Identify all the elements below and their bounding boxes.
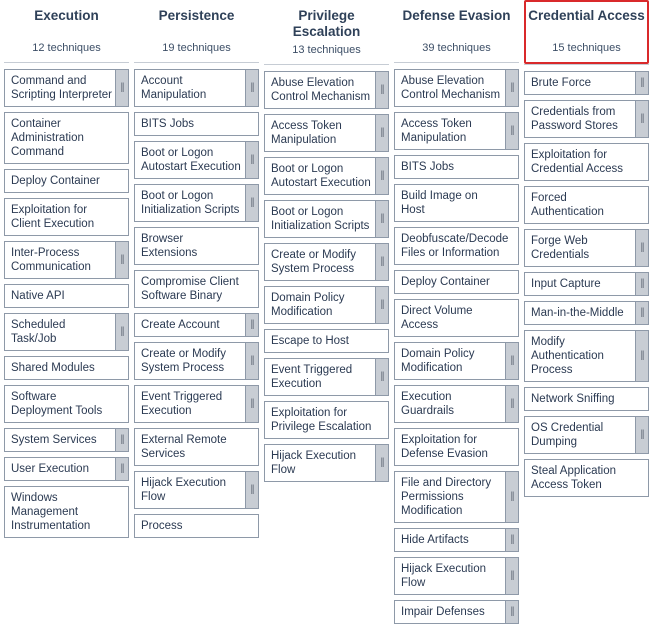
technique-label[interactable]: Escape to Host — [271, 335, 349, 348]
grip-icon: ‖ — [380, 125, 384, 140]
technique-cell[interactable] — [134, 227, 259, 265]
grip-icon: ‖ — [250, 196, 254, 211]
technique-list — [264, 71, 389, 487]
technique-cell[interactable] — [264, 243, 389, 281]
technique-cell[interactable] — [394, 528, 519, 552]
grip-icon: ‖ — [250, 153, 254, 168]
technique-label[interactable]: Access Token Manipulation — [401, 118, 472, 145]
grip-icon: ‖ — [120, 462, 124, 477]
technique-cell[interactable] — [394, 270, 519, 294]
subtechnique-expand-handle[interactable] — [505, 113, 518, 149]
technique-cell[interactable] — [524, 330, 649, 382]
tactic-column — [394, 0, 519, 629]
tactic-technique-count: 19 techniques — [162, 42, 231, 54]
technique-cell[interactable] — [134, 141, 259, 179]
technique-cell[interactable] — [524, 301, 649, 325]
technique-label[interactable]: Deobfuscate/Decode Files or Information — [401, 233, 509, 260]
subtechnique-expand-handle[interactable] — [635, 273, 648, 295]
technique-label[interactable]: Deploy Container — [401, 276, 490, 289]
technique-label[interactable]: Create or Modify System Process — [271, 248, 357, 275]
grip-icon: ‖ — [640, 428, 644, 443]
technique-label[interactable]: Event Triggered Execution — [141, 391, 223, 418]
tactic-column — [524, 0, 649, 502]
technique-cell[interactable] — [524, 100, 649, 138]
technique-cell[interactable] — [4, 241, 129, 279]
technique-cell[interactable] — [524, 272, 649, 296]
tactic-column — [4, 0, 129, 543]
technique-label[interactable]: Account Manipulation — [141, 75, 207, 102]
grip-icon: ‖ — [380, 211, 384, 226]
technique-cell[interactable] — [134, 514, 259, 538]
technique-cell[interactable] — [524, 143, 649, 181]
subtechnique-expand-handle[interactable] — [245, 142, 258, 178]
tactic-technique-count: 12 techniques — [32, 42, 101, 54]
technique-cell[interactable] — [524, 387, 649, 411]
technique-label[interactable]: Hide Artifacts — [401, 534, 469, 547]
grip-icon: ‖ — [380, 298, 384, 313]
technique-cell[interactable] — [4, 112, 129, 164]
technique-cell[interactable] — [394, 184, 519, 222]
grip-icon: ‖ — [250, 483, 254, 498]
subtechnique-expand-handle[interactable] — [505, 529, 518, 551]
tactic-header[interactable] — [394, 0, 519, 62]
column-divider — [4, 62, 129, 63]
tactic-technique-count: 15 techniques — [552, 42, 621, 54]
tactic-title[interactable]: Credential Access — [528, 8, 645, 23]
tactic-technique-count: 13 techniques — [292, 43, 361, 56]
technique-cell[interactable] — [4, 69, 129, 107]
technique-cell[interactable] — [4, 486, 129, 538]
grip-icon: ‖ — [510, 124, 514, 139]
subtechnique-expand-handle[interactable] — [505, 70, 518, 106]
technique-cell[interactable] — [4, 169, 129, 193]
technique-cell[interactable] — [264, 71, 389, 109]
technique-label[interactable]: Native API — [11, 290, 65, 303]
column-divider — [394, 62, 519, 63]
technique-label[interactable]: Domain Policy Modification — [401, 348, 475, 375]
technique-label[interactable]: Abuse Elevation Control Mechanism — [271, 76, 371, 103]
tactic-technique-count: 39 techniques — [422, 42, 491, 54]
technique-label[interactable]: Input Capture — [531, 278, 601, 291]
tactic-header[interactable] — [134, 0, 259, 62]
technique-label[interactable]: Command and Scripting Interpreter — [11, 75, 112, 102]
technique-cell[interactable] — [394, 299, 519, 337]
technique-list — [524, 71, 649, 502]
subtechnique-expand-handle[interactable] — [635, 72, 648, 94]
technique-cell[interactable] — [134, 471, 259, 509]
technique-label[interactable]: Brute Force — [531, 77, 592, 89]
technique-label[interactable]: Deploy Container — [11, 175, 100, 188]
subtechnique-expand-handle[interactable] — [635, 101, 648, 137]
technique-label[interactable]: Forced Authentication — [531, 192, 604, 219]
technique-cell[interactable] — [524, 71, 649, 95]
technique-cell[interactable] — [134, 270, 259, 308]
subtechnique-expand-handle[interactable] — [375, 115, 388, 151]
technique-cell[interactable] — [264, 286, 389, 324]
tactic-header[interactable] — [524, 0, 649, 64]
technique-cell[interactable] — [264, 401, 389, 439]
subtechnique-expand-handle[interactable] — [115, 429, 128, 451]
subtechnique-expand-handle[interactable] — [635, 302, 648, 324]
grip-icon: ‖ — [380, 370, 384, 385]
technique-cell[interactable] — [394, 471, 519, 523]
grip-icon: ‖ — [120, 433, 124, 448]
subtechnique-expand-handle[interactable] — [115, 70, 128, 106]
grip-icon: ‖ — [640, 306, 644, 321]
technique-label[interactable]: Impair Defenses — [401, 606, 485, 619]
grip-icon: ‖ — [510, 354, 514, 369]
technique-label[interactable]: Boot or Logon Initialization Scripts — [271, 205, 370, 232]
technique-label[interactable]: User Execution — [11, 463, 89, 476]
technique-cell[interactable] — [4, 313, 129, 351]
technique-cell[interactable] — [4, 198, 129, 236]
tactic-title[interactable]: Privilege Escalation — [292, 8, 361, 39]
technique-label[interactable]: Create or Modify System Process — [141, 348, 227, 375]
technique-label[interactable]: BITS Jobs — [401, 161, 455, 174]
technique-label[interactable]: Hijack Execution Flow — [401, 563, 487, 590]
grip-icon: ‖ — [380, 168, 384, 183]
technique-cell[interactable] — [394, 69, 519, 107]
technique-label[interactable]: Credentials from Password Stores — [531, 106, 618, 133]
grip-icon: ‖ — [250, 354, 254, 369]
grip-icon: ‖ — [640, 76, 644, 90]
technique-label[interactable]: Event Triggered Execution — [271, 364, 353, 391]
technique-cell[interactable] — [524, 459, 649, 497]
subtechnique-expand-handle[interactable] — [245, 314, 258, 336]
technique-cell[interactable] — [4, 457, 129, 481]
grip-icon: ‖ — [120, 325, 124, 340]
column-divider — [134, 62, 259, 63]
subtechnique-expand-handle[interactable] — [505, 386, 518, 422]
tactic-title[interactable]: Defense Evasion — [402, 8, 511, 23]
column-divider — [264, 64, 389, 65]
technique-label[interactable]: Abuse Elevation Control Mechanism — [401, 75, 501, 102]
technique-cell[interactable] — [264, 157, 389, 195]
technique-label[interactable]: Create Account — [141, 319, 220, 332]
subtechnique-expand-handle[interactable] — [245, 386, 258, 422]
subtechnique-expand-handle[interactable] — [245, 472, 258, 508]
subtechnique-expand-handle[interactable] — [375, 201, 388, 237]
technique-cell[interactable] — [264, 114, 389, 152]
technique-label[interactable]: Exploitation for Credential Access — [531, 149, 624, 176]
subtechnique-expand-handle[interactable] — [115, 242, 128, 278]
grip-icon: ‖ — [510, 533, 514, 548]
subtechnique-expand-handle[interactable] — [635, 230, 648, 266]
subtechnique-expand-handle[interactable] — [635, 417, 648, 453]
technique-cell[interactable] — [524, 186, 649, 224]
technique-cell[interactable] — [264, 329, 389, 353]
technique-label[interactable]: Container Administration Command — [11, 118, 84, 159]
technique-label[interactable]: Shared Modules — [11, 362, 95, 375]
technique-label[interactable]: File and Directory Permissions Modification — [401, 477, 492, 518]
technique-cell[interactable] — [264, 444, 389, 482]
grip-icon: ‖ — [380, 82, 384, 97]
technique-label[interactable]: Domain Policy Modification — [271, 292, 345, 319]
technique-label[interactable]: Access Token Manipulation — [271, 119, 342, 146]
grip-icon: ‖ — [250, 318, 254, 333]
technique-label[interactable]: System Services — [11, 434, 97, 447]
subtechnique-expand-handle[interactable] — [375, 244, 388, 280]
technique-cell[interactable] — [394, 428, 519, 466]
tactic-header[interactable] — [4, 0, 129, 62]
technique-cell[interactable] — [134, 428, 259, 466]
subtechnique-expand-handle[interactable] — [115, 314, 128, 350]
subtechnique-expand-handle[interactable] — [505, 558, 518, 594]
technique-cell[interactable] — [394, 600, 519, 624]
technique-cell[interactable] — [4, 385, 129, 423]
technique-label[interactable]: Windows Management Instrumentation — [11, 492, 91, 533]
technique-label[interactable]: Boot or Logon Autostart Execution — [141, 147, 241, 174]
technique-cell[interactable] — [134, 342, 259, 380]
technique-cell[interactable] — [4, 428, 129, 452]
technique-cell[interactable] — [524, 229, 649, 267]
technique-list — [4, 69, 129, 543]
column-divider — [524, 64, 649, 65]
technique-cell[interactable] — [134, 112, 259, 136]
technique-label[interactable]: Hijack Execution Flow — [141, 477, 227, 504]
subtechnique-expand-handle[interactable] — [245, 70, 258, 106]
technique-label[interactable]: Build Image on Host — [401, 190, 478, 217]
technique-label[interactable]: Process — [141, 520, 183, 533]
technique-label[interactable]: Exploitation for Client Execution — [11, 204, 95, 231]
grip-icon: ‖ — [120, 253, 124, 268]
subtechnique-expand-handle[interactable] — [505, 472, 518, 522]
subtechnique-expand-handle[interactable] — [375, 359, 388, 395]
grip-icon: ‖ — [640, 349, 644, 364]
grip-icon: ‖ — [510, 490, 514, 505]
subtechnique-expand-handle[interactable] — [375, 287, 388, 323]
technique-label[interactable]: Boot or Logon Initialization Scripts — [141, 190, 240, 217]
grip-icon: ‖ — [250, 81, 254, 96]
subtechnique-expand-handle[interactable] — [505, 343, 518, 379]
technique-label[interactable]: BITS Jobs — [141, 118, 195, 131]
technique-cell[interactable] — [394, 557, 519, 595]
grip-icon: ‖ — [510, 397, 514, 412]
technique-cell[interactable] — [134, 385, 259, 423]
subtechnique-expand-handle[interactable] — [505, 601, 518, 623]
technique-label[interactable]: Inter-Process Communication — [11, 247, 91, 274]
grip-icon: ‖ — [640, 277, 644, 292]
technique-label[interactable]: Steal Application Access Token — [531, 465, 617, 492]
tactic-title[interactable]: Execution — [34, 8, 99, 23]
grip-icon: ‖ — [120, 81, 124, 96]
grip-icon: ‖ — [640, 241, 644, 256]
technique-label[interactable]: Direct Volume Access — [401, 305, 473, 332]
tactic-column — [134, 0, 259, 543]
technique-cell[interactable] — [264, 200, 389, 238]
subtechnique-expand-handle[interactable] — [245, 185, 258, 221]
technique-cell[interactable] — [394, 112, 519, 150]
subtechnique-expand-handle[interactable] — [375, 445, 388, 481]
grip-icon: ‖ — [510, 569, 514, 584]
technique-list — [394, 69, 519, 629]
technique-label[interactable]: Network Sniffing — [531, 393, 615, 406]
technique-cell[interactable] — [394, 155, 519, 179]
grip-icon: ‖ — [380, 456, 384, 471]
technique-label[interactable]: Boot or Logon Autostart Execution — [271, 162, 371, 189]
technique-cell[interactable] — [264, 358, 389, 396]
technique-cell[interactable] — [394, 342, 519, 380]
grip-icon: ‖ — [640, 112, 644, 127]
technique-label[interactable]: Scheduled Task/Job — [11, 319, 66, 346]
technique-cell[interactable] — [134, 69, 259, 107]
technique-label[interactable]: Compromise Client Software Binary — [141, 276, 239, 303]
subtechnique-expand-handle[interactable] — [375, 158, 388, 194]
technique-label[interactable]: Execution Guardrails — [401, 391, 455, 418]
grip-icon: ‖ — [380, 254, 384, 269]
tactic-column — [264, 0, 389, 487]
grip-icon: ‖ — [250, 397, 254, 412]
technique-label[interactable]: Browser Extensions — [141, 233, 198, 260]
technique-cell[interactable] — [4, 356, 129, 380]
technique-label[interactable]: OS Credential Dumping — [531, 422, 604, 449]
technique-cell[interactable] — [4, 284, 129, 308]
technique-label[interactable]: Software Deployment Tools — [11, 391, 103, 418]
technique-cell[interactable] — [394, 227, 519, 265]
subtechnique-expand-handle[interactable] — [245, 343, 258, 379]
technique-cell[interactable] — [394, 385, 519, 423]
grip-icon: ‖ — [510, 605, 514, 620]
technique-label[interactable]: External Remote Services — [141, 434, 227, 461]
technique-label[interactable]: Exploitation for Defense Evasion — [401, 434, 488, 461]
technique-cell[interactable] — [524, 416, 649, 454]
tactic-title[interactable]: Persistence — [158, 8, 235, 23]
technique-label[interactable]: Man-in-the-Middle — [531, 307, 624, 320]
technique-cell[interactable] — [134, 313, 259, 337]
subtechnique-expand-handle[interactable] — [115, 458, 128, 480]
technique-list — [134, 69, 259, 543]
tactic-header[interactable] — [264, 0, 389, 64]
subtechnique-expand-handle[interactable] — [375, 72, 388, 108]
technique-label[interactable]: Modify Authentication Process — [531, 336, 604, 377]
technique-label[interactable]: Hijack Execution Flow — [271, 450, 357, 477]
technique-label[interactable]: Exploitation for Privilege Escalation — [271, 407, 372, 434]
technique-cell[interactable] — [134, 184, 259, 222]
grip-icon: ‖ — [510, 81, 514, 96]
technique-label[interactable]: Forge Web Credentials — [531, 235, 590, 262]
subtechnique-expand-handle[interactable] — [635, 331, 648, 381]
